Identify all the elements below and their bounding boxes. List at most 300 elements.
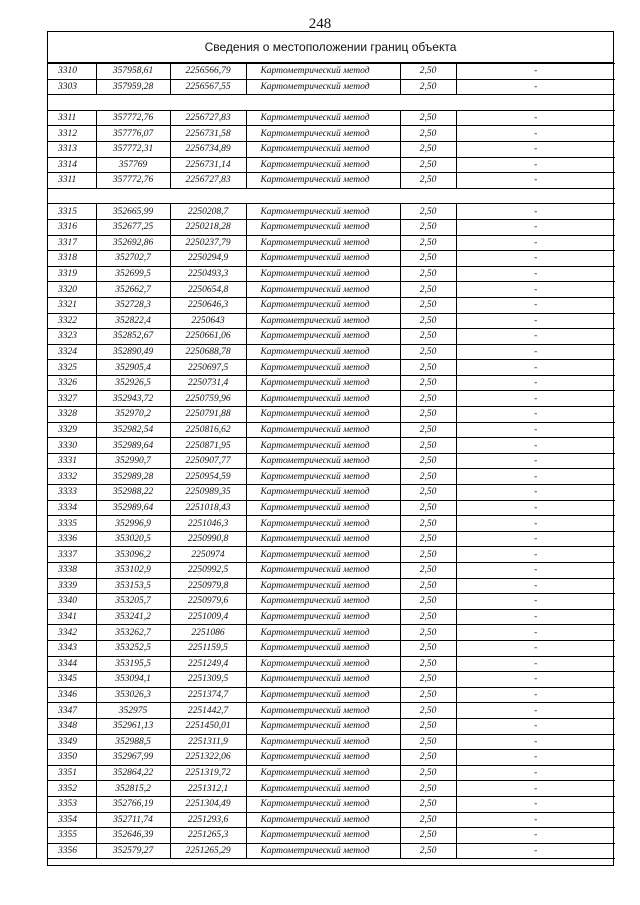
method-cell: Картометрический метод: [246, 625, 400, 641]
table-row: [48, 360, 615, 376]
method-cell: Картометрический метод: [246, 453, 400, 469]
table-row: [48, 438, 615, 454]
description-cell: -: [456, 563, 615, 579]
accuracy-cell: 2,50: [400, 609, 456, 625]
point-number-cell: 3345: [48, 672, 96, 688]
accuracy-cell: 2,50: [400, 360, 456, 376]
y-coordinate-cell: 2251265,3: [170, 828, 246, 844]
accuracy-cell: 2,50: [400, 204, 456, 220]
x-coordinate-cell: 352579,27: [96, 843, 170, 859]
table-row: [48, 251, 615, 267]
point-number-cell: 3347: [48, 703, 96, 719]
accuracy-cell: 2,50: [400, 219, 456, 235]
accuracy-cell: 2,50: [400, 625, 456, 641]
table-row: [48, 453, 615, 469]
point-number-cell: 3311: [48, 173, 96, 189]
accuracy-cell: 2,50: [400, 407, 456, 423]
page-number: 248: [308, 16, 332, 32]
x-coordinate-cell: 352988,5: [96, 734, 170, 750]
table-row: [48, 750, 615, 766]
description-cell: -: [456, 329, 615, 345]
table-row: [48, 485, 615, 501]
point-number-cell: 3331: [48, 453, 96, 469]
table-row: [48, 157, 615, 173]
x-coordinate-cell: 352711,74: [96, 812, 170, 828]
x-coordinate-cell: 352967,99: [96, 750, 170, 766]
method-cell: Картометрический метод: [246, 640, 400, 656]
x-coordinate-cell: 352692,86: [96, 235, 170, 251]
table-row: [48, 734, 615, 750]
accuracy-cell: 2,50: [400, 765, 456, 781]
y-coordinate-cell: 2251311,9: [170, 734, 246, 750]
x-coordinate-cell: 352982,54: [96, 422, 170, 438]
y-coordinate-cell: 2250990,8: [170, 531, 246, 547]
y-coordinate-cell: 2250979,8: [170, 578, 246, 594]
y-coordinate-cell: 2250871,95: [170, 438, 246, 454]
x-coordinate-cell: 352943,72: [96, 391, 170, 407]
method-cell: Картометрический метод: [246, 796, 400, 812]
x-coordinate-cell: 352699,5: [96, 266, 170, 282]
description-cell: -: [456, 422, 615, 438]
point-number-cell: 3334: [48, 500, 96, 516]
point-number-cell: 3303: [48, 79, 96, 95]
accuracy-cell: 2,50: [400, 313, 456, 329]
group-separator: [48, 95, 615, 111]
accuracy-cell: 2,50: [400, 547, 456, 563]
x-coordinate-cell: 352864,22: [96, 765, 170, 781]
accuracy-cell: 2,50: [400, 843, 456, 859]
point-number-cell: 3344: [48, 656, 96, 672]
table-row: [48, 531, 615, 547]
y-coordinate-cell: 2251086: [170, 625, 246, 641]
description-cell: -: [456, 485, 615, 501]
table-row: [48, 578, 615, 594]
method-cell: Картометрический метод: [246, 718, 400, 734]
x-coordinate-cell: 357772,31: [96, 141, 170, 157]
method-cell: Картометрический метод: [246, 734, 400, 750]
method-cell: Картометрический метод: [246, 438, 400, 454]
table-row: [48, 329, 615, 345]
table-row: [48, 781, 615, 797]
accuracy-cell: 2,50: [400, 796, 456, 812]
table-row: [48, 563, 615, 579]
y-coordinate-cell: 2251293,6: [170, 812, 246, 828]
method-cell: Картометрический метод: [246, 79, 400, 95]
y-coordinate-cell: 2256731,14: [170, 157, 246, 173]
y-coordinate-cell: 2256731,58: [170, 126, 246, 142]
table-row: [48, 219, 615, 235]
y-coordinate-cell: 2251374,7: [170, 687, 246, 703]
description-cell: -: [456, 656, 615, 672]
accuracy-cell: 2,50: [400, 422, 456, 438]
x-coordinate-cell: 353252,5: [96, 640, 170, 656]
point-number-cell: 3335: [48, 516, 96, 532]
accuracy-cell: 2,50: [400, 656, 456, 672]
accuracy-cell: 2,50: [400, 687, 456, 703]
point-number-cell: 3316: [48, 219, 96, 235]
x-coordinate-cell: 352852,67: [96, 329, 170, 345]
method-cell: Картометрический метод: [246, 407, 400, 423]
point-number-cell: 3325: [48, 360, 96, 376]
y-coordinate-cell: 2256727,83: [170, 110, 246, 126]
y-coordinate-cell: 2251018,43: [170, 500, 246, 516]
method-cell: Картометрический метод: [246, 516, 400, 532]
method-cell: Картометрический метод: [246, 485, 400, 501]
y-coordinate-cell: 2250816,62: [170, 422, 246, 438]
method-cell: Картометрический метод: [246, 64, 400, 80]
x-coordinate-cell: 353241,2: [96, 609, 170, 625]
point-number-cell: 3355: [48, 828, 96, 844]
x-coordinate-cell: 352990,7: [96, 453, 170, 469]
method-cell: Картометрический метод: [246, 157, 400, 173]
point-number-cell: 3350: [48, 750, 96, 766]
y-coordinate-cell: 2250661,06: [170, 329, 246, 345]
coordinates-table-frame: [47, 31, 614, 866]
accuracy-cell: 2,50: [400, 64, 456, 80]
y-coordinate-cell: 2250954,59: [170, 469, 246, 485]
table-row: [48, 718, 615, 734]
point-number-cell: 3312: [48, 126, 96, 142]
y-coordinate-cell: 2251046,3: [170, 516, 246, 532]
y-coordinate-cell: 2251322,06: [170, 750, 246, 766]
y-coordinate-cell: 2250697,5: [170, 360, 246, 376]
x-coordinate-cell: 352989,28: [96, 469, 170, 485]
accuracy-cell: 2,50: [400, 500, 456, 516]
accuracy-cell: 2,50: [400, 266, 456, 282]
y-coordinate-cell: 2251304,49: [170, 796, 246, 812]
point-number-cell: 3343: [48, 640, 96, 656]
point-number-cell: 3339: [48, 578, 96, 594]
table-row: [48, 828, 615, 844]
accuracy-cell: 2,50: [400, 438, 456, 454]
method-cell: Картометрический метод: [246, 141, 400, 157]
accuracy-cell: 2,50: [400, 391, 456, 407]
description-cell: -: [456, 79, 615, 95]
y-coordinate-cell: 2256727,83: [170, 173, 246, 189]
y-coordinate-cell: 2250654,8: [170, 282, 246, 298]
point-number-cell: 3320: [48, 282, 96, 298]
separator-cell: [48, 95, 615, 111]
point-number-cell: 3327: [48, 391, 96, 407]
method-cell: Картометрический метод: [246, 266, 400, 282]
point-number-cell: 3353: [48, 796, 96, 812]
table-row: [48, 64, 615, 80]
method-cell: Картометрический метод: [246, 703, 400, 719]
description-cell: -: [456, 765, 615, 781]
description-cell: -: [456, 843, 615, 859]
accuracy-cell: 2,50: [400, 157, 456, 173]
accuracy-cell: 2,50: [400, 812, 456, 828]
description-cell: -: [456, 594, 615, 610]
accuracy-cell: 2,50: [400, 141, 456, 157]
x-coordinate-cell: 352815,2: [96, 781, 170, 797]
point-number-cell: 3311: [48, 110, 96, 126]
description-cell: -: [456, 578, 615, 594]
y-coordinate-cell: 2250989,35: [170, 485, 246, 501]
x-coordinate-cell: 352975: [96, 703, 170, 719]
point-number-cell: 3329: [48, 422, 96, 438]
method-cell: Картометрический метод: [246, 235, 400, 251]
description-cell: -: [456, 828, 615, 844]
description-cell: -: [456, 516, 615, 532]
x-coordinate-cell: 357776,07: [96, 126, 170, 142]
point-number-cell: 3330: [48, 438, 96, 454]
description-cell: -: [456, 110, 615, 126]
description-cell: -: [456, 718, 615, 734]
y-coordinate-cell: 2256734,89: [170, 141, 246, 157]
accuracy-cell: 2,50: [400, 578, 456, 594]
accuracy-cell: 2,50: [400, 718, 456, 734]
description-cell: -: [456, 531, 615, 547]
x-coordinate-cell: 352988,22: [96, 485, 170, 501]
y-coordinate-cell: 2250979,6: [170, 594, 246, 610]
method-cell: Картометрический метод: [246, 781, 400, 797]
method-cell: Картометрический метод: [246, 251, 400, 267]
point-number-cell: 3338: [48, 563, 96, 579]
table-row: [48, 422, 615, 438]
method-cell: Картометрический метод: [246, 594, 400, 610]
y-coordinate-cell: 2251442,7: [170, 703, 246, 719]
point-number-cell: 3324: [48, 344, 96, 360]
y-coordinate-cell: 2251249,4: [170, 656, 246, 672]
accuracy-cell: 2,50: [400, 251, 456, 267]
y-coordinate-cell: 2250791,88: [170, 407, 246, 423]
description-cell: -: [456, 219, 615, 235]
y-coordinate-cell: 2251450,01: [170, 718, 246, 734]
y-coordinate-cell: 2251309,5: [170, 672, 246, 688]
y-coordinate-cell: 2250907,77: [170, 453, 246, 469]
accuracy-cell: 2,50: [400, 516, 456, 532]
x-coordinate-cell: 352996,9: [96, 516, 170, 532]
y-coordinate-cell: 2250974: [170, 547, 246, 563]
x-coordinate-cell: 353102,9: [96, 563, 170, 579]
table-row: [48, 672, 615, 688]
method-cell: Картометрический метод: [246, 344, 400, 360]
method-cell: Картометрический метод: [246, 547, 400, 563]
y-coordinate-cell: 2250294,9: [170, 251, 246, 267]
point-number-cell: 3337: [48, 547, 96, 563]
description-cell: -: [456, 391, 615, 407]
table-row: [48, 375, 615, 391]
point-number-cell: 3352: [48, 781, 96, 797]
accuracy-cell: 2,50: [400, 235, 456, 251]
description-cell: -: [456, 796, 615, 812]
x-coordinate-cell: 353096,2: [96, 547, 170, 563]
accuracy-cell: 2,50: [400, 110, 456, 126]
accuracy-cell: 2,50: [400, 126, 456, 142]
point-number-cell: 3340: [48, 594, 96, 610]
accuracy-cell: 2,50: [400, 469, 456, 485]
x-coordinate-cell: 352905,4: [96, 360, 170, 376]
table-title: Сведения о местоположении границ объекта: [48, 32, 613, 63]
method-cell: Картометрический метод: [246, 656, 400, 672]
accuracy-cell: 2,50: [400, 703, 456, 719]
point-number-cell: 3319: [48, 266, 96, 282]
x-coordinate-cell: 353205,7: [96, 594, 170, 610]
point-number-cell: 3356: [48, 843, 96, 859]
x-coordinate-cell: 353094,1: [96, 672, 170, 688]
coordinates-table-body: [48, 64, 615, 859]
description-cell: -: [456, 781, 615, 797]
description-cell: -: [456, 500, 615, 516]
method-cell: Картометрический метод: [246, 828, 400, 844]
point-number-cell: 3322: [48, 313, 96, 329]
method-cell: Картометрический метод: [246, 469, 400, 485]
x-coordinate-cell: 352665,99: [96, 204, 170, 220]
y-coordinate-cell: 2250731,4: [170, 375, 246, 391]
point-number-cell: 3348: [48, 718, 96, 734]
description-cell: -: [456, 313, 615, 329]
table-row: [48, 469, 615, 485]
point-number-cell: 3310: [48, 64, 96, 80]
method-cell: Картометрический метод: [246, 282, 400, 298]
x-coordinate-cell: 353195,5: [96, 656, 170, 672]
description-cell: -: [456, 282, 615, 298]
description-cell: -: [456, 141, 615, 157]
point-number-cell: 3328: [48, 407, 96, 423]
table-row: [48, 391, 615, 407]
x-coordinate-cell: 357959,28: [96, 79, 170, 95]
table-row: [48, 500, 615, 516]
accuracy-cell: 2,50: [400, 329, 456, 345]
point-number-cell: 3317: [48, 235, 96, 251]
x-coordinate-cell: 352926,5: [96, 375, 170, 391]
y-coordinate-cell: 2251265,29: [170, 843, 246, 859]
method-cell: Картометрический метод: [246, 391, 400, 407]
table-row: [48, 656, 615, 672]
description-cell: -: [456, 360, 615, 376]
method-cell: Картометрический метод: [246, 609, 400, 625]
y-coordinate-cell: 2251159,5: [170, 640, 246, 656]
table-row: [48, 313, 615, 329]
table-row: [48, 609, 615, 625]
description-cell: -: [456, 375, 615, 391]
point-number-cell: 3313: [48, 141, 96, 157]
description-cell: -: [456, 173, 615, 189]
description-cell: -: [456, 547, 615, 563]
accuracy-cell: 2,50: [400, 375, 456, 391]
method-cell: Картометрический метод: [246, 765, 400, 781]
description-cell: -: [456, 204, 615, 220]
table-row: [48, 796, 615, 812]
description-cell: -: [456, 640, 615, 656]
method-cell: Картометрический метод: [246, 297, 400, 313]
method-cell: Картометрический метод: [246, 750, 400, 766]
x-coordinate-cell: 352662,7: [96, 282, 170, 298]
accuracy-cell: 2,50: [400, 594, 456, 610]
point-number-cell: 3351: [48, 765, 96, 781]
method-cell: Картометрический метод: [246, 360, 400, 376]
y-coordinate-cell: 2250992,5: [170, 563, 246, 579]
x-coordinate-cell: 352989,64: [96, 500, 170, 516]
description-cell: -: [456, 344, 615, 360]
y-coordinate-cell: 2256566,79: [170, 64, 246, 80]
method-cell: Картометрический метод: [246, 672, 400, 688]
x-coordinate-cell: 357958,61: [96, 64, 170, 80]
accuracy-cell: 2,50: [400, 563, 456, 579]
description-cell: -: [456, 157, 615, 173]
table-row: [48, 703, 615, 719]
accuracy-cell: 2,50: [400, 672, 456, 688]
description-cell: -: [456, 235, 615, 251]
table-row: [48, 407, 615, 423]
accuracy-cell: 2,50: [400, 485, 456, 501]
description-cell: -: [456, 672, 615, 688]
table-row: [48, 843, 615, 859]
description-cell: -: [456, 469, 615, 485]
description-cell: -: [456, 126, 615, 142]
table-row: [48, 344, 615, 360]
y-coordinate-cell: 2250218,28: [170, 219, 246, 235]
description-cell: -: [456, 609, 615, 625]
accuracy-cell: 2,50: [400, 750, 456, 766]
y-coordinate-cell: 2250646,3: [170, 297, 246, 313]
x-coordinate-cell: 352890,49: [96, 344, 170, 360]
accuracy-cell: 2,50: [400, 282, 456, 298]
point-number-cell: 3315: [48, 204, 96, 220]
accuracy-cell: 2,50: [400, 344, 456, 360]
point-number-cell: 3342: [48, 625, 96, 641]
x-coordinate-cell: 352677,25: [96, 219, 170, 235]
y-coordinate-cell: 2256567,55: [170, 79, 246, 95]
accuracy-cell: 2,50: [400, 734, 456, 750]
accuracy-cell: 2,50: [400, 453, 456, 469]
separator-cell: [48, 188, 615, 204]
description-cell: -: [456, 625, 615, 641]
y-coordinate-cell: 2250208,7: [170, 204, 246, 220]
method-cell: Картометрический метод: [246, 687, 400, 703]
accuracy-cell: 2,50: [400, 531, 456, 547]
point-number-cell: 3336: [48, 531, 96, 547]
table-row: [48, 594, 615, 610]
description-cell: -: [456, 64, 615, 80]
method-cell: Картометрический метод: [246, 812, 400, 828]
y-coordinate-cell: 2250237,79: [170, 235, 246, 251]
description-cell: -: [456, 734, 615, 750]
table-row: [48, 516, 615, 532]
table-row: [48, 282, 615, 298]
description-cell: -: [456, 251, 615, 267]
point-number-cell: 3314: [48, 157, 96, 173]
description-cell: -: [456, 453, 615, 469]
method-cell: Картометрический метод: [246, 126, 400, 142]
point-number-cell: 3321: [48, 297, 96, 313]
table-row: [48, 297, 615, 313]
x-coordinate-cell: 352728,3: [96, 297, 170, 313]
y-coordinate-cell: 2251312,1: [170, 781, 246, 797]
x-coordinate-cell: 357772,76: [96, 173, 170, 189]
point-number-cell: 3341: [48, 609, 96, 625]
point-number-cell: 3326: [48, 375, 96, 391]
point-number-cell: 3318: [48, 251, 96, 267]
x-coordinate-cell: 352766,19: [96, 796, 170, 812]
accuracy-cell: 2,50: [400, 297, 456, 313]
table-row: [48, 141, 615, 157]
y-coordinate-cell: 2250493,3: [170, 266, 246, 282]
accuracy-cell: 2,50: [400, 640, 456, 656]
point-number-cell: 3333: [48, 485, 96, 501]
table-row: [48, 687, 615, 703]
x-coordinate-cell: 353026,3: [96, 687, 170, 703]
method-cell: Картометрический метод: [246, 563, 400, 579]
table-row: [48, 625, 615, 641]
point-number-cell: 3346: [48, 687, 96, 703]
y-coordinate-cell: 2250643: [170, 313, 246, 329]
table-row: [48, 204, 615, 220]
description-cell: -: [456, 812, 615, 828]
description-cell: -: [456, 687, 615, 703]
point-number-cell: 3349: [48, 734, 96, 750]
